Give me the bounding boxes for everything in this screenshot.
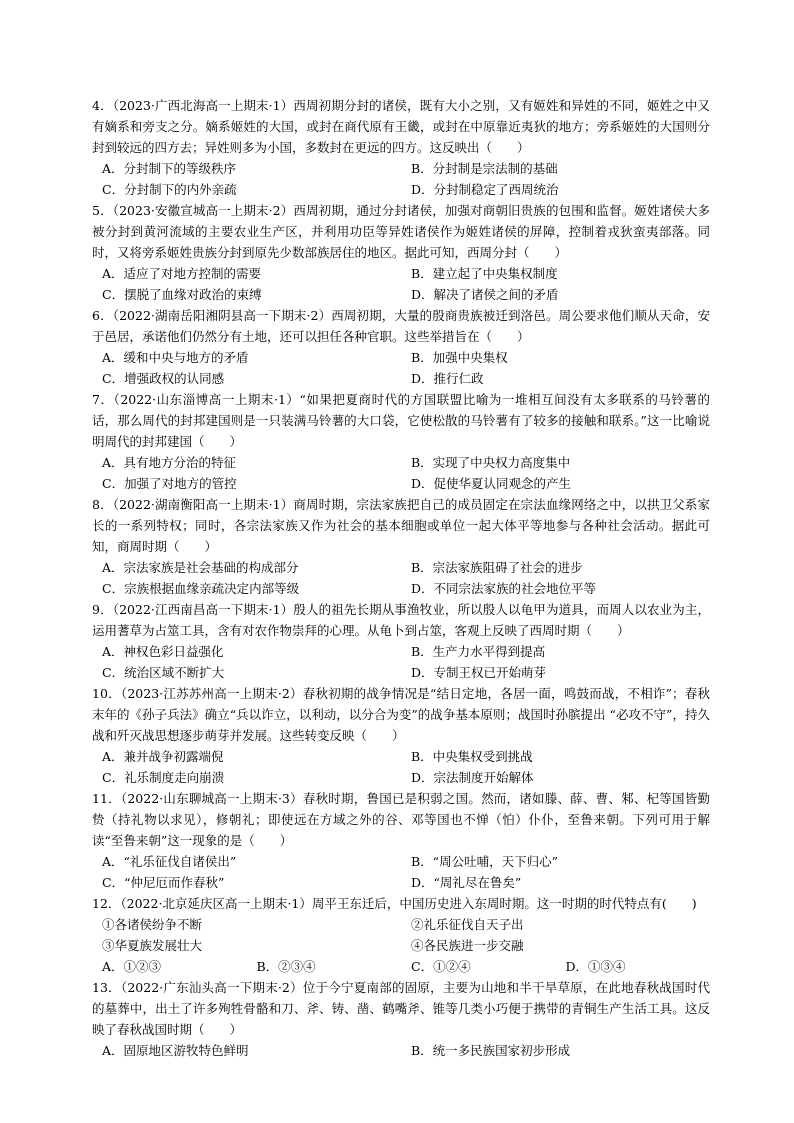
option-b: B．加强中央集权	[411, 350, 508, 365]
option-b: B．②③④	[256, 959, 316, 974]
option-b: B．“周公吐哺，天下归心”	[411, 854, 558, 869]
option-list	[92, 158, 710, 200]
option-list	[92, 347, 710, 389]
option-c: C．统治区域不断扩大	[102, 665, 225, 680]
option-a: A．神权色彩日益强化	[102, 644, 224, 659]
question-5	[92, 200, 710, 305]
question-6	[92, 305, 710, 389]
option-d: D．专制王权已开始萌芽	[411, 665, 547, 680]
option-a: A．缓和中央与地方的矛盾	[102, 350, 249, 365]
option-b: B．中央集权受到挑战	[411, 749, 533, 764]
option-list	[92, 956, 710, 977]
option-a: A．①②③	[102, 959, 162, 974]
question-stem: 10．（2023·江苏苏州高一上期末·2）春秋初期的战争情况是“结日定地，各居一面，鸣鼓而战，不相诈”；春秋末年的《孙子兵法》确立“兵以诈立，以利动，以分合为变”的战争基本原则；战国时孙膑提出 “必攻不守”，持久战和歼灭战思想逐步萌芽并发展。这些转变反映（ ）	[92, 686, 710, 743]
option-a: A．适应了对地方控制的需要	[102, 266, 262, 281]
option-list	[92, 851, 710, 893]
question-7	[92, 389, 710, 494]
option-c: C．摆脱了血缘对政治的束缚	[102, 287, 262, 302]
option-list	[92, 557, 710, 599]
option-a: A．固原地区游牧特色鲜明	[102, 1043, 249, 1058]
question-10	[92, 683, 710, 788]
option-c: C．加强了对地方的管控	[102, 476, 237, 491]
option-c: C．分封制下的内外亲疏	[102, 182, 237, 197]
option-c: C．宗族根据血缘亲疏决定内部等级	[102, 581, 300, 596]
statement-list	[92, 914, 710, 956]
option-c: C．①②④	[411, 959, 471, 974]
statement-1: ①各诸侯纷争不断	[102, 917, 203, 932]
question-stem: 7．（2022·山东淄博高一上期末·1）“如果把夏商时代的方国联盟比喻为一堆相互间没有太多联系的马铃薯的话，那么周代的封邦建国则是一只装满马铃薯的大口袋，它使松散的马铃薯有了较多的接触和联系。”这一比喻说明周代的封邦建国（ ）	[92, 392, 710, 449]
question-stem: 13．（2022·广东汕头高一下期末·2）位于今宁夏南部的固原，主要为山地和半干旱草原，在此地春秋战国时代的墓葬中，出土了许多殉牲骨骼和刀、斧、铸、凿、鹤嘴斧、锥等几类小巧便于携带的青铜生产生活工具。这反映了春秋战国时期（ ）	[92, 980, 710, 1037]
option-list	[92, 746, 710, 788]
option-list	[92, 263, 710, 305]
question-stem: 5．（2023·安徽宣城高一上期末·2）西周初期，通过分封诸侯，加强对商朝旧贵族的包围和监督。姬姓诸侯大多被分封到黄河流域的主要农业生产区，并利用功臣等异姓诸侯作为姬姓诸侯的屏障，控制着戎狄蛮夷部落。同时，又将旁系姬姓贵族分封到原先少数部族居住的地区。据此可知，西周分封（ ）	[92, 203, 710, 260]
option-c: C．“仲尼厄而作春秋”	[102, 875, 225, 890]
exam-page	[92, 95, 710, 1061]
question-11	[92, 788, 710, 893]
question-stem: 11．（2022·山东聊城高一上期末·3）春秋时期，鲁国已是积弱之国。然而，诸如滕、薛、曹、邾、杞等国皆勤贽（持礼物以求见），修朝礼；即使远在方域之外的谷、邓等国也不惮（怕）仆仆，至鲁来朝。下列可用于解读“至鲁来朝”这一现象的是（ ）	[92, 791, 710, 848]
question-stem: 4．（2023·广西北海高一上期末·1）西周初期分封的诸侯，既有大小之别，又有姬姓和异姓的不同，姬姓之中又有嫡系和旁支之分。嫡系姬姓的大国，或封在商代原有王畿，或封在中原靠近夷狄的地方；旁系姬姓的大国则分封到较远的四方去；异姓则多为小国，多数封在更远的四方。这反映出（ ）	[92, 98, 710, 155]
option-list	[92, 452, 710, 494]
option-d: D．①③④	[565, 959, 626, 974]
question-stem: 6．（2022·湖南岳阳湘阴县高一下期末·2）西周初期，大量的殷商贵族被迁到洛邑。周公要求他们顺从天命，安于邑居，承诺他们仍然分有土地，还可以担任各种官职。这些举措旨在（ ）	[92, 308, 710, 344]
question-13	[92, 977, 710, 1061]
option-d: D．不同宗法家族的社会地位平等	[411, 581, 597, 596]
statement-2: ②礼乐征伐自天子出	[411, 917, 524, 932]
option-b: B．生产力水平得到提高	[411, 644, 546, 659]
option-d: D．分封制稳定了西周统治	[411, 182, 559, 197]
option-d: D．宗法制度开始解体	[411, 770, 534, 785]
option-b: B．建立起了中央集权制度	[411, 266, 558, 281]
option-d: D．“周礼尽在鲁矣”	[411, 875, 522, 890]
question-9	[92, 599, 710, 683]
option-a: A．分封制下的等级秩序	[102, 161, 237, 176]
statement-3: ③华夏族发展壮大	[102, 938, 203, 953]
option-d: D．推行仁政	[411, 371, 484, 386]
question-stem: 9．（2022·江西南昌高一下期末·1）殷人的祖先长期从事渔牧业，所以殷人以龟甲为道具，而周人以农业为主，运用蓍草为占筮工具，含有对农作物崇拜的心理。从龟卜到占筮，客观上反映了西周时期（ ）	[92, 602, 710, 638]
option-a: A．宗法家族是社会基础的构成部分	[102, 560, 299, 575]
option-b: B．统一多民族国家初步形成	[411, 1043, 571, 1058]
question-stem: 12．（2022·北京延庆区高一上期末·1）周平王东迁后，中国历史进入东周时期。这一时期的时代特点有( )	[92, 896, 697, 911]
option-list	[92, 1040, 710, 1061]
question-4	[92, 95, 710, 200]
option-c: C．礼乐制度走向崩溃	[102, 770, 225, 785]
question-12	[92, 893, 710, 977]
option-c: C．增强政权的认同感	[102, 371, 225, 386]
option-d: D．促使华夏认同观念的产生	[411, 476, 572, 491]
option-a: A．具有地方分治的特征	[102, 455, 237, 470]
option-list	[92, 641, 710, 683]
option-a: A．兼并战争初露端倪	[102, 749, 224, 764]
statement-4: ④各民族进一步交融	[411, 938, 524, 953]
option-b: B．实现了中央权力高度集中	[411, 455, 571, 470]
option-a: A．“礼乐征伐自诸侯出”	[102, 854, 237, 869]
option-b: B．宗法家族阻碍了社会的进步	[411, 560, 583, 575]
option-b: B．分封制是宗法制的基础	[411, 161, 558, 176]
question-stem: 8．（2022·湖南衡阳高一上期末·1）商周时期，宗法家族把自己的成员固定在宗法血缘网络之中，以拱卫父系家长的一系列特权；同时，各宗法家族又作为社会的基本细胞或单位一起大体平等地参与各种社会活动。据此可知，商周时期（ ）	[92, 497, 710, 554]
option-d: D．解决了诸侯之间的矛盾	[411, 287, 559, 302]
question-8	[92, 494, 710, 599]
